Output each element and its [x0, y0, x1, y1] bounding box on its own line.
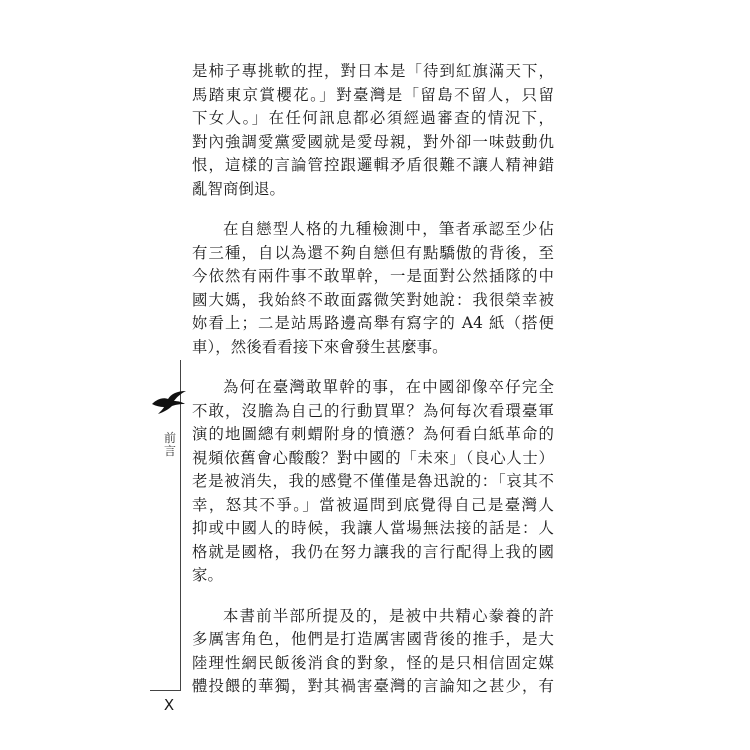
paragraph-4: [192, 605, 554, 699]
section-label-char: 前: [163, 431, 176, 445]
body-text: [192, 60, 554, 716]
page-number: X: [163, 696, 175, 714]
text-line: 亂智商倒退。: [192, 179, 285, 198]
bird-icon: [151, 390, 187, 416]
text-line: 老是被消失，我的感覺不僅僅是魯迅說的：「哀其不: [192, 472, 554, 490]
text-line: 國大媽，我始終不敢面露微笑對她說：我很榮幸被: [192, 290, 554, 309]
text-line: 馬踏東京賞櫻花。」對臺灣是「留島不留人，只留: [192, 85, 554, 104]
text-line: 下女人。」在任何訊息都必須經過審查的情況下，: [192, 109, 554, 127]
text-line: 妳看上；二是站馬路邊高舉有寫字的 A4 紙（搭便: [192, 314, 554, 332]
paragraph-3: [192, 376, 554, 588]
paragraph-1: [192, 60, 554, 201]
text-line: 幸，怒其不爭。」當被逼問到底覺得自己是臺灣人: [192, 495, 554, 514]
text-line: 車），然後看看接下來會發生甚麼事。: [192, 337, 448, 356]
text-line: 視頻依舊會心酸酸？對中國的「未來」（良心人士）: [192, 448, 554, 467]
text-line: 今依然有兩件事不敢單幹，一是面對公然插隊的中: [192, 267, 554, 285]
text-line: 不敢，沒膽為自己的行動買單？為何每次看環臺軍: [192, 401, 554, 420]
margin-rule-horizontal: [150, 690, 181, 691]
text-line: 為何在臺灣敢單幹的事，在中國卻像卒仔完全: [223, 378, 554, 396]
text-line: 本書前半部所提及的，是被中共精心豢養的許: [223, 606, 554, 625]
text-line: 對內強調愛黨愛國就是愛母親，對外卻一味鼓動仇: [192, 132, 554, 151]
text-line: 演的地圖總有刺蝟附身的憤懣？為何看白紙革命的: [192, 425, 554, 443]
text-line: 體投餵的華獨，對其禍害臺灣的言論知之甚少，有: [192, 677, 554, 695]
section-label-char: 言: [163, 444, 176, 458]
text-line: 在自戀型人格的九種檢測中，筆者承認至少佔: [223, 220, 554, 238]
text-line: 抑或中國人的時候，我讓人當場無法接的話是：人: [192, 519, 554, 537]
section-label: [163, 432, 177, 458]
text-line: 陸理性網民飯後消食的對象，怪的是只相信固定媒: [192, 653, 554, 672]
text-line: 恨，這樣的言論管控跟邏輯矛盾很難不讓人精神錯: [192, 156, 554, 174]
text-line: 家。: [192, 566, 223, 584]
text-line: 是柿子專挑軟的捏，對日本是「待到紅旗滿天下，: [192, 62, 554, 80]
text-line: 有三種，自以為還不夠自戀但有點驕傲的背後，至: [192, 243, 554, 262]
text-line: 多厲害角色，他們是打造厲害國背後的推手，是大: [192, 630, 554, 648]
paragraph-2: [192, 218, 554, 359]
text-line: 格就是國格，我仍在努力讓我的言行配得上我的國: [192, 542, 554, 561]
